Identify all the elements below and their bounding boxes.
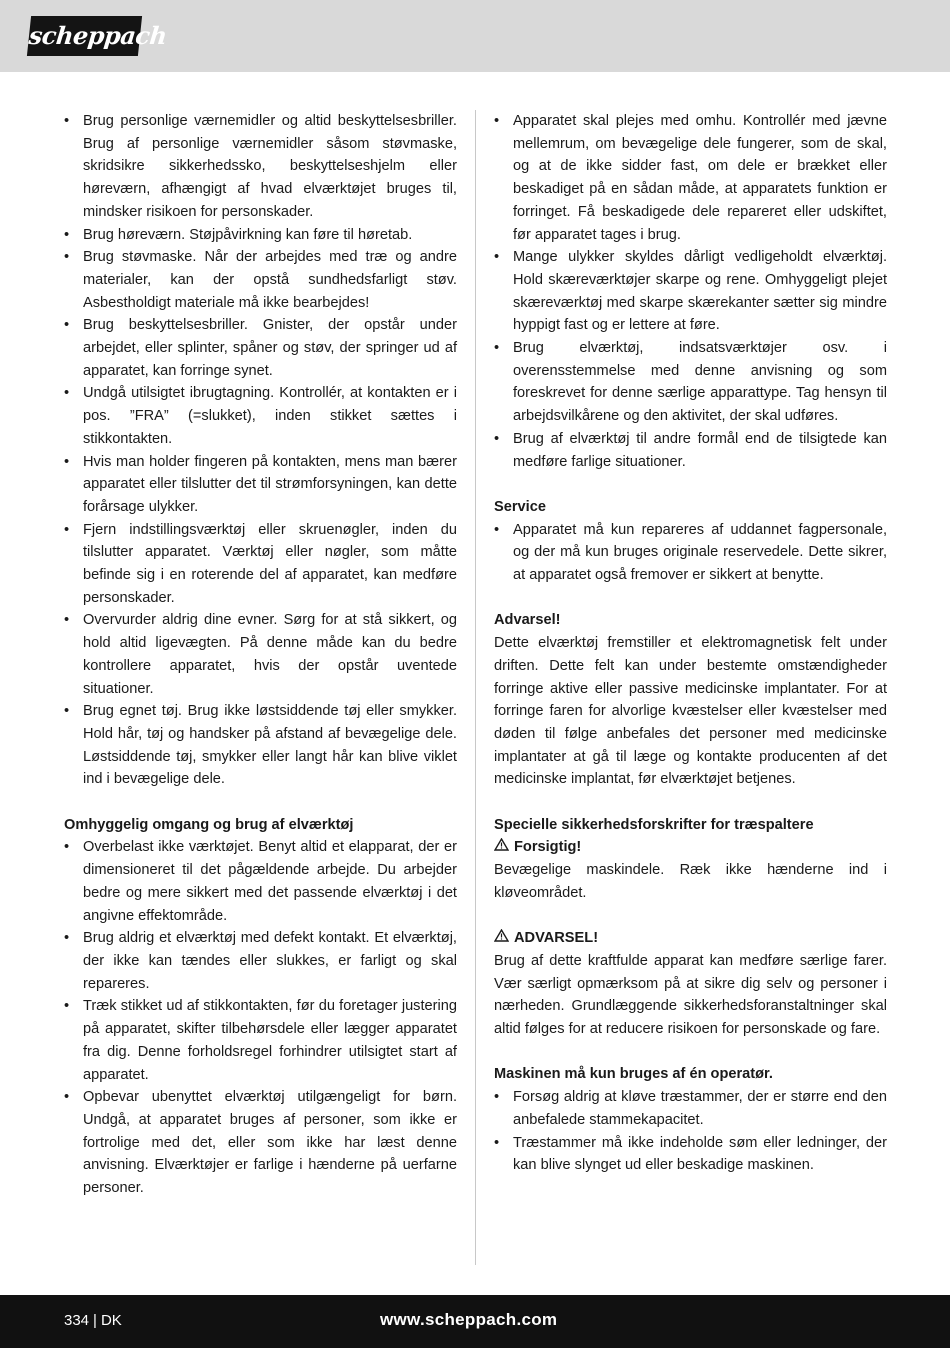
right-column — [494, 110, 887, 1177]
section-heading-single-operator: Maskinen må kun bruges af én operatør. — [494, 1066, 773, 1083]
list-item: • Apparatet skal plejes med omhu. Kontrollér med jævne mellemrum, om bevægelige dele fungerer, som de skal, og at de ikke sidder fast, om dele er brækket eller beskadiget på en sådan måde, at apparatets funktion er forringet. Få beskadigede dele repareret eller udskiftet, før apparatet tages i brug. — [494, 110, 887, 246]
caution-heading — [494, 836, 887, 859]
warning-paragraph: Dette elværktøj fremstiller et elektromagnetisk felt under driften. Dette felt kan under bestemte omstændigheder forringe aktive eller passive medicinske implantater. For at forringe faren for alvorlige kvæstelser eller kvæstelser med døden til følge anbefales det personer med medicinske implantater at gå til læge og kontakte producenten af det medicinske implantat, før elværktøjet betjenes. — [494, 635, 887, 788]
danger-heading-text: ADVARSEL! — [514, 930, 599, 947]
list-item: • Overvurder aldrig dine evner. Sørg for at stå sikkert, og hold altid ligevægten. På denne måde kan du bedre kontrollere apparatet, hvis der opstår uventede situationer. — [64, 609, 457, 700]
language-code: DK — [100, 1312, 122, 1329]
list-item: • Brug personlige værnemidler og altid beskyttelsesbriller. Brug af personlige værnemidler såsom støvmaske, skridsikre sikkerhedssko, beskyttelseshjelm eller høreværn, afhængigt af hvad elværktøjet bruges til, mindsker risikoen for personskader. — [64, 110, 457, 224]
list-item: • Træk stikket ud af stikkontakten, før du foretager justering på apparatet, skifter tilbehørsdele eller lægger apparatet fra dig. Denne forholdsregel forhindrer utilsigtet start af apparatet. — [64, 995, 457, 1086]
left-column — [64, 110, 457, 1200]
caution-paragraph: Bevægelige maskindele. Ræk ikke hænderne ind i kløveområdet. — [494, 862, 887, 901]
caution-heading-text: Forsigtig! — [514, 839, 582, 856]
bullet-list-ppe — [64, 110, 457, 791]
column-divider — [475, 110, 476, 1265]
section-heading-careful-use: Omhyggelig omgang og brug af elværktøj — [64, 816, 354, 833]
scheppach-logo: scheppach — [27, 16, 142, 56]
website-link[interactable]: www.scheppach.com — [380, 1310, 558, 1329]
page-number-block: 334 | DK — [64, 1312, 122, 1329]
section-heading-service: Service — [494, 498, 546, 515]
danger-paragraph: Brug af dette kraftfulde apparat kan medføre særlige farer. Vær særligt opmærksom på at sikre dig selv og personer i nærheden. Grundlæggende sikkerhedsforanstaltninger skal altid følges for at reducere risikoen for personskade og fare. — [494, 952, 887, 1038]
list-item: • Forsøg aldrig at kløve træstammer, der er større end den anbefalede stammekapacitet. — [494, 1086, 887, 1131]
list-item: • Brug høreværn. Støjpåvirkning kan føre til høretab. — [64, 224, 457, 247]
warning-triangle-icon — [494, 927, 509, 950]
list-item: • Brug af elværktøj til andre formål end de tilsigtede kan medføre farlige situationer. — [494, 428, 887, 473]
list-item: • Hvis man holder fingeren på kontakten, mens man bærer apparatet eller tilslutter det til strømforsyningen, kan dette forårsage ulykker. — [64, 451, 457, 519]
page-number: 334 — [64, 1312, 90, 1329]
list-item: • Apparatet må kun repareres af uddannet fagpersonale, og der må kun bruges originale reservedele. Dette sikrer, at apparatet også fremover er sikkert at benytte. — [494, 519, 887, 587]
bullet-list-maintenance — [494, 110, 887, 473]
page-header — [0, 0, 950, 72]
list-item: • Brug aldrig et elværktøj med defekt kontakt. Et elværktøj, der ikke kan tændes eller slukkes, er farligt og skal repareres. — [64, 927, 457, 995]
section-heading-warning: Advarsel! — [494, 612, 561, 629]
list-item: • Brug elværktøj, indsatsværktøjer osv. i overensstemmelse med denne anvisning og som foreskrevet for denne særlige apparattype. Tag hensyn til arbejdsvilkårene og den aktivitet, der skal udføres. — [494, 337, 887, 428]
list-item: • Brug beskyttelsesbriller. Gnister, der opstår under arbejdet, eller splinter, spåner og støv, der springer ud af apparatet, kan forringe synet. — [64, 314, 457, 382]
section-heading-log-splitter: Specielle sikkerhedsforskrifter for træspaltere — [494, 816, 814, 833]
danger-heading — [494, 927, 887, 950]
list-item: • Overbelast ikke værktøjet. Benyt altid et elapparat, der er dimensioneret til det pågældende arbejde. Du arbejder bedre og mere sikkert med det passende elværktøj i det angivne effektområde. — [64, 836, 457, 927]
bullet-list-operator — [494, 1086, 887, 1177]
page-footer — [0, 1295, 950, 1348]
list-item: • Mange ulykker skyldes dårligt vedligeholdt elværktøj. Hold skæreværktøjer skarpe og rene. Omhyggeligt plejet skæreværktøj med skarpe skærekanter sætter sig mindre hyppigt fast og er lettere at føre. — [494, 246, 887, 337]
list-item: • Undgå utilsigtet ibrugtagning. Kontrollér, at kontakten er i pos. ”FRA” (=slukket), inden stikket sættes i stikkontakten. — [64, 382, 457, 450]
list-item: • Træstammer må ikke indeholde søm eller ledninger, der kan blive slynget ud eller beskadige maskinen. — [494, 1132, 887, 1177]
warning-triangle-icon — [494, 836, 509, 859]
list-item: • Fjern indstillingsværktøj eller skruenøgler, inden du tilslutter apparatet. Værktøj eller nøgler, som måtte befinde sig i en roterende del af apparatet, kan medføre personskader. — [64, 519, 457, 610]
list-item: • Brug egnet tøj. Brug ikke løstsiddende tøj eller smykker. Hold hår, tøj og handsker på afstand af bevægelige dele. Løstsiddende tøj, smykker eller langt hår kan blive viklet ind i bevægelige dele. — [64, 700, 457, 791]
bullet-list-careful-use — [64, 836, 457, 1199]
list-item: • Brug støvmaske. Når der arbejdes med træ og andre materialer, kan der opstå sundhedsfarligt støv. Asbestholdigt materiale må ikke bearbejdes! — [64, 246, 457, 314]
list-item: • Opbevar ubenyttet elværktøj utilgængeligt for børn. Undgå, at apparatet bruges af personer, som ikke er fortrolige med det, eller som ikke har læst denne anvisning. Elværktøjer er farlige i hænderne på uerfarne personer. — [64, 1086, 457, 1200]
bullet-list-service — [494, 519, 887, 587]
